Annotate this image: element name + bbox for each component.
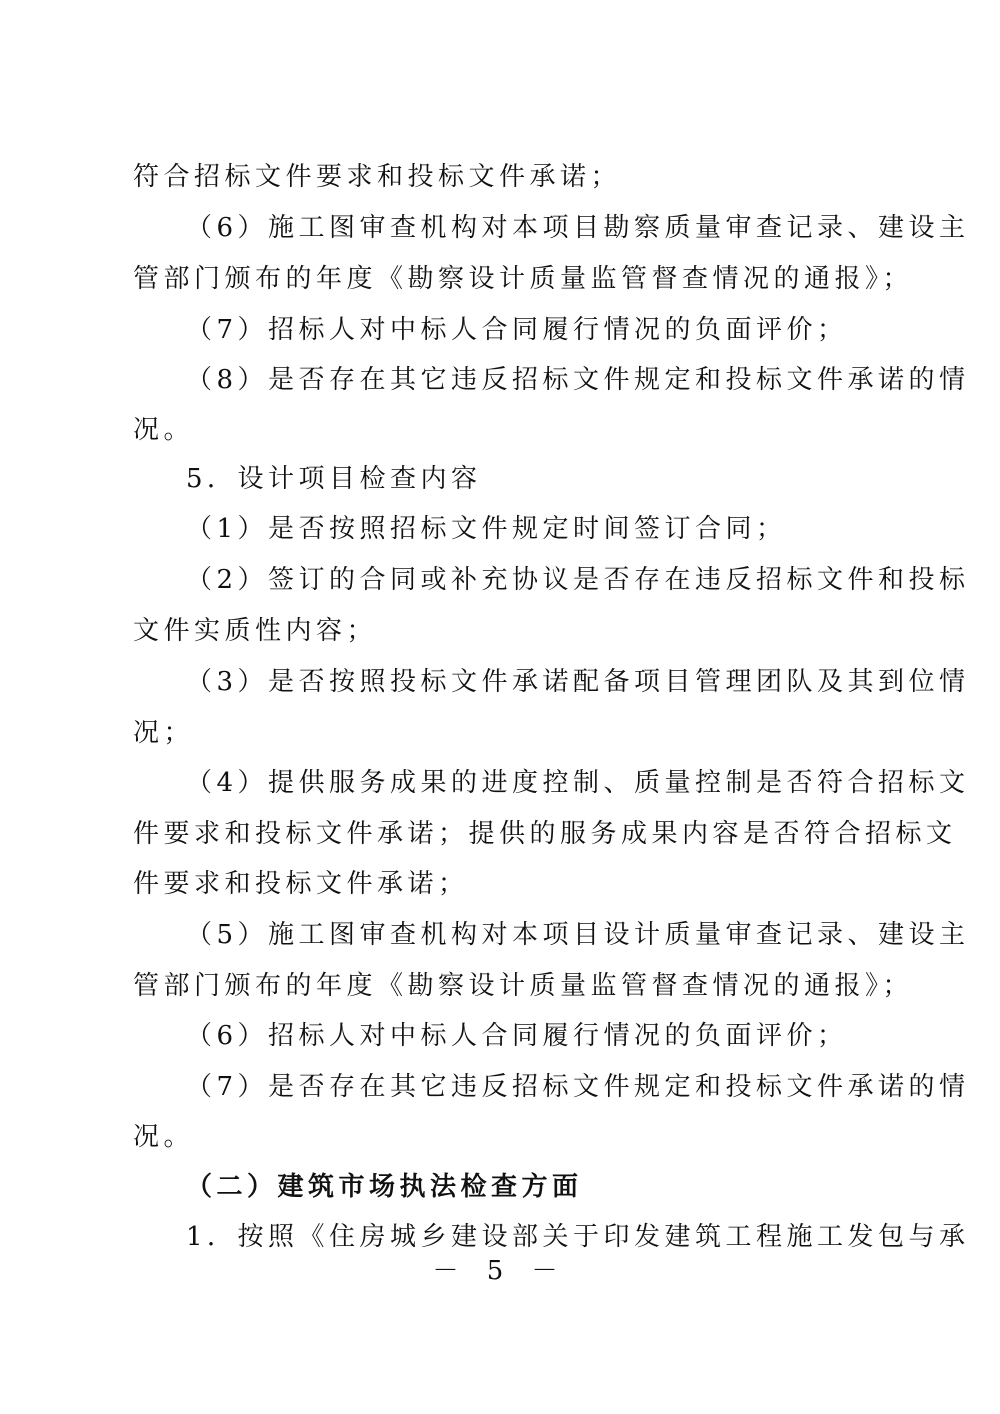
- text-line: （6）施工图审查机构对本项目勘察质量审查记录、建设主: [186, 213, 970, 243]
- text-line: 况；: [133, 718, 195, 748]
- text-line: 件要求和投标文件承诺；提供的服务成果内容是否符合招标文: [133, 819, 957, 849]
- text-line: （5）施工图审查机构对本项目设计质量审查记录、建设主: [186, 920, 970, 950]
- text-line: 况。: [133, 415, 195, 445]
- text-line: 管部门颁布的年度《勘察设计质量监管督查情况的通报》；: [133, 264, 914, 294]
- text-line: （6）招标人对中标人合同履行情况的负面评价；: [186, 1021, 848, 1051]
- text-line: （2）签订的合同或补充协议是否存在违反招标文件和投标: [186, 565, 970, 595]
- section-heading: 5．设计项目检查内容: [186, 464, 482, 494]
- page-number: － 5 －: [432, 1256, 568, 1286]
- text-line: （7）是否存在其它违反招标文件规定和投标文件承诺的情: [186, 1072, 970, 1102]
- text-line: 管部门颁布的年度《勘察设计质量监管督查情况的通报》；: [133, 971, 914, 1001]
- text-line: 符合招标文件要求和投标文件承诺；: [133, 162, 622, 192]
- section-heading: （二）建筑市场执法检查方面: [186, 1172, 583, 1202]
- text-line: （4）提供服务成果的进度控制、质量控制是否符合招标文: [186, 768, 970, 798]
- text-line: 1．按照《住房城乡建设部关于印发建筑工程施工发包与承: [186, 1222, 970, 1252]
- text-line: 件要求和投标文件承诺；: [133, 869, 469, 899]
- text-line: 文件实质性内容；: [133, 616, 378, 646]
- text-line: （3）是否按照投标文件承诺配备项目管理团队及其到位情: [186, 667, 970, 697]
- text-line: （7）招标人对中标人合同履行情况的负面评价；: [186, 315, 848, 345]
- text-line: （1）是否按照招标文件规定时间签订合同；: [186, 514, 787, 544]
- text-line: 况。: [133, 1122, 195, 1152]
- text-line: （8）是否存在其它违反招标文件规定和投标文件承诺的情: [186, 365, 970, 395]
